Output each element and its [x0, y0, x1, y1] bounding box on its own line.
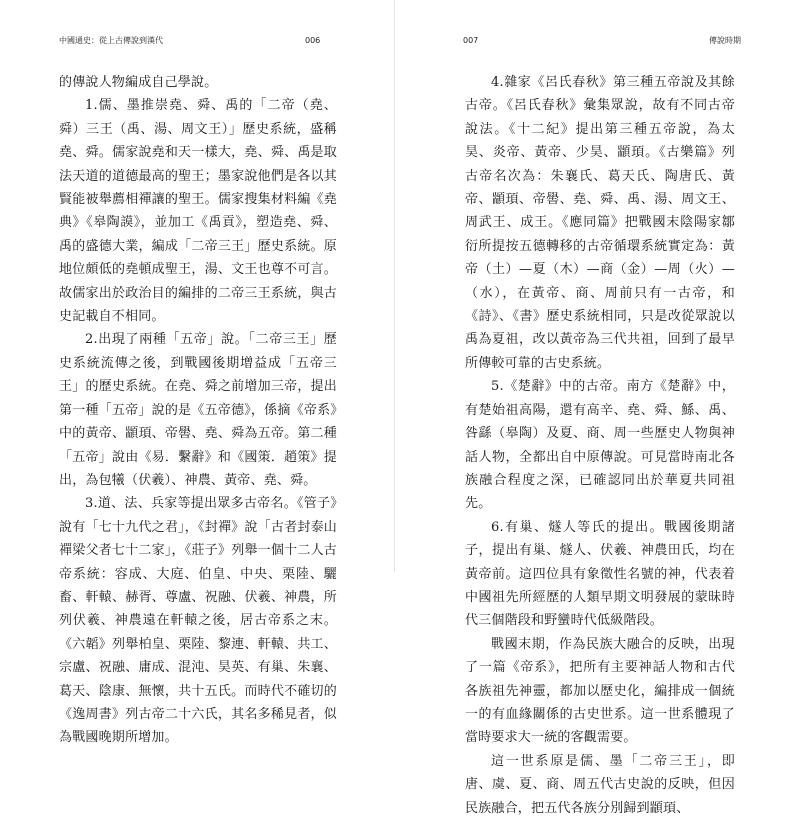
right-page — [395, 0, 790, 816]
paragraph: 戰國末期，作為民族大融合的反映，出現了一篇《帝系》，把所有主要神話人物和古代各族祖先神靈，都加以歷史化，編排成一個統一的有血緣關係的古史世系。這一世系體現了當時要求大一統的客觀需要。 — [465, 636, 735, 746]
right-page-number: 007 — [463, 36, 479, 45]
paragraph: 4.雜家《呂氏春秋》第三種五帝說及其餘古帝。《呂氏春秋》彙集眾說，故有不同古帝說法。《十二紀》提出第三種五帝說，為太昊、炎帝、黃帝、少昊、顓頊。《古樂篇》列古帝名次為：朱襄氏、葛天氏、陶唐氏、黃帝、顓頊、帝嚳、堯、舜、禹、湯、周文王、周武王、成王。《應同篇》把戰國末陰陽家鄒衍所提按五德轉移的古帝循環系統實定為：黃帝（土）—夏（木）—商（金）—周（火）—（水），在黃帝、商、周前只有一古帝，和《詩》、《書》歷史系統相同，只是改從眾說以禹為夏祖，改以黃帝為三代共祖，回到了最早所傳較可靠的古史系統。 — [465, 75, 735, 371]
left-body-text — [59, 71, 337, 750]
paragraph: 1.儒、墨推崇堯、舜、禹的「二帝（堯、舜）三王（禹、湯、周文王）」歷史系統，盛稱堯、舜。儒家說堯和天一樣大，堯、舜、禹是取法天道的道德最高的聖王；墨家說他們是各以其賢能被舉薦相禪讓的聖王。儒家搜集材料編《堯典》《皋陶謨》，並加工《禹貢》，塑造堯、舜、禹的盛德大業，編成「二帝三王」歷史系統。原地位頗低的堯頓成聖王，湯、文王也尊不可言。故儒家出於政治目的編排的二帝三王系統，與古史記載自不相同。 — [59, 98, 337, 325]
left-page-number: 006 — [305, 36, 321, 45]
right-running-title: 傳說時期 — [709, 36, 741, 45]
paragraph: 3.道、法、兵家等提出眾多古帝名。《管子》說有「七十九代之君」，《封禪》說「古者封泰山禪梁父者七十二家」，《莊子》列舉一個十二人古帝系統：容成、大庭、伯皇、中央、栗陸、驪畜、軒轅、赫胥、尊盧、祝融、伏羲、神農，所列伏羲、神農遠在軒轅之後，居古帝系之末。《六韜》列舉柏皇、栗陸、黎連、軒轅、共工、宗盧、祝融、庸成、混沌、昊英、有巢、朱襄、葛天、陰康、無懷，共十五氏。而時代不確切的《逸周書》列古帝二十六氏，其名多稀見者，似為戰國晚期所增加。 — [59, 496, 337, 746]
paragraph: 這一世系原是儒、墨「二帝三王」，即唐、虞、夏、商、周五代古史說的反映，但因民族融合，把五代各族分別歸到顓頊、 — [465, 753, 735, 816]
right-body-text — [465, 71, 735, 820]
paragraph: 2.出現了兩種「五帝」說。「二帝三王」歷史系統流傳之後，到戰國後期增益成「五帝三王」的歷史系統。在堯、舜之前增加三帝，提出第一種「五帝」說的是《五帝德》，係摘《帝系》中的黃帝、顓頊、帝嚳、堯、舜為五帝。第二種「五帝」說由《易．繫辭》和《國策．趙策》提出，為包犧（伏羲）、神農、黃帝、堯、舜。 — [59, 332, 337, 488]
paragraph: 6.有巢、燧人等氏的提出。戰國後期諸子，提出有巢、燧人、伏羲、神農田氏，均在黃帝前。這四位具有象徵性名號的神，代表着中國祖先所經歷的人類早期文明發展的蒙昧時代三個階段和野蠻時代低級階段。 — [465, 519, 735, 629]
paragraph: 的傳說人物編成自己學說。 — [59, 75, 218, 90]
paragraph: 5.《楚辭》中的古帝。南方《楚辭》中，有楚始祖高陽，還有高辛、堯、舜、鯀、禹、咎繇（皋陶）及夏、商、周一些歷史人物與神話人物，全都出自中原傳說。可見當時南北各族融合程度之深，已確認同出於華夏共同祖先。 — [465, 379, 735, 512]
left-page — [0, 0, 395, 746]
left-running-title: 中國通史：從上古傳說到漢代 — [59, 36, 163, 45]
